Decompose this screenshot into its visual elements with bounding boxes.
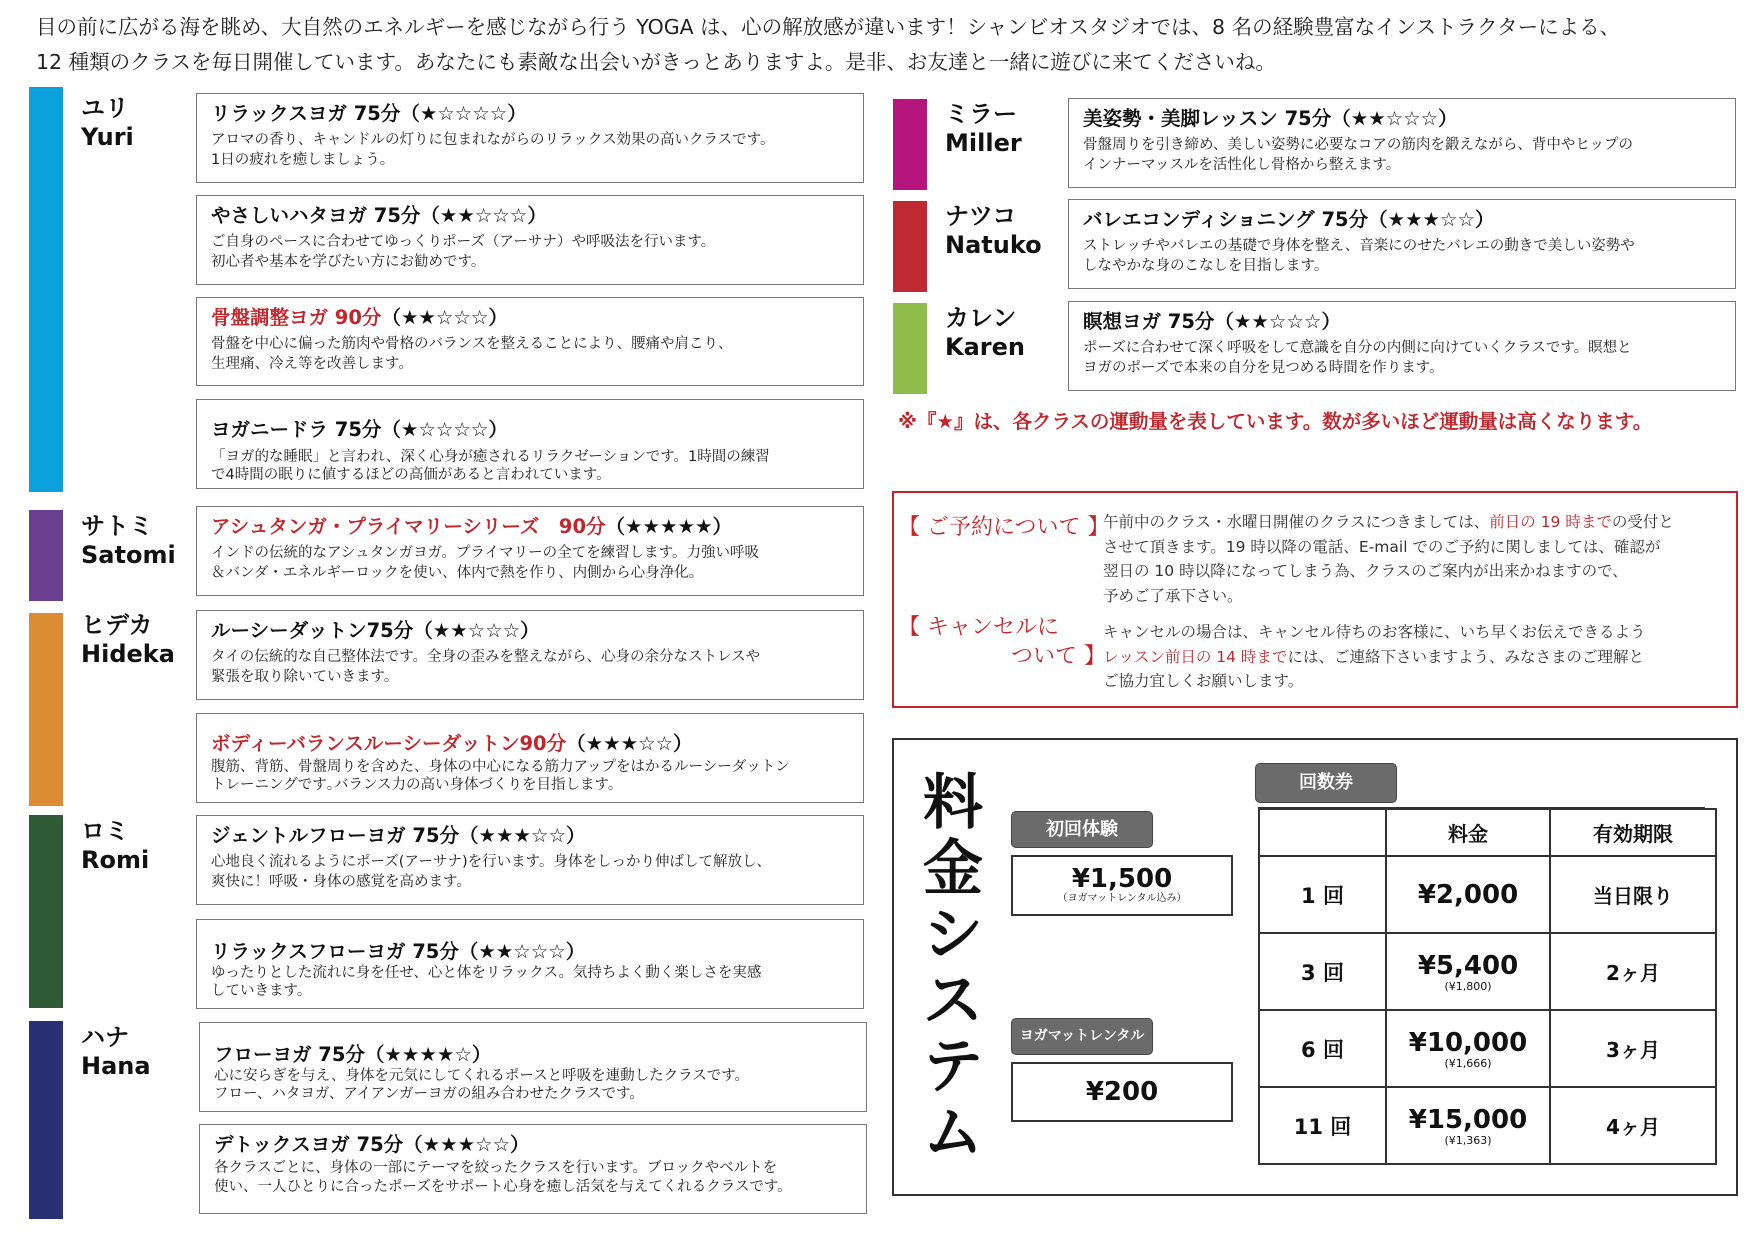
ticket-count: 6 回 [1259, 1010, 1386, 1087]
instructor-name-jp: ロミ [81, 817, 129, 845]
ticket-row [1259, 856, 1716, 933]
mat-rental-price-box [1011, 1062, 1233, 1122]
pricing-title-char: 金 [923, 834, 983, 904]
ticket-price-cell [1386, 1010, 1550, 1087]
ticket-price-cell [1386, 1087, 1550, 1164]
pricing-title-char: ム [923, 1098, 983, 1168]
price-per-lesson: (¥1,666) [1444, 1056, 1492, 1070]
ticket-price: ¥10,000 [1408, 1027, 1528, 1058]
class-title [211, 515, 849, 539]
class-card-body-balance [196, 713, 864, 803]
trial-label: 初回体験 [1011, 811, 1153, 848]
class-card-detox-yoga [199, 1124, 867, 1214]
star-note: ※『★』は、各クラスの運動量を表しています。数が多いほど運動量は高くなります。 [898, 410, 1653, 433]
reservation-label: 【 ご予約について 】 [898, 515, 1110, 540]
intro-line-1: 目の前に広がる海を眺め、大自然のエネルギーを感じながら行う YOGA は、心の解放感が違います！シャンビオスタジオでは、8 名の経験豊富なインストラクターによる、 [36, 15, 1621, 39]
class-title-stars: （★★☆☆☆） [381, 306, 508, 329]
ticket-count: 3 回 [1259, 933, 1386, 1010]
mat-rental-label: ヨガマットレンタル [1011, 1018, 1153, 1055]
reservation-line-4: 予めご了承下さい。 [1103, 586, 1243, 605]
class-desc: 「ヨガ的な睡眠」と言われ、深く心身が癒されるリラクゼーションです。1時間の練習 で4時間の眠りに値するほどの高価があると言われています。 [211, 449, 770, 483]
class-title-highlight: アシュタンガ・プライマリーシリーズ 90分 [211, 515, 606, 538]
class-desc: ご自身のペースに合わせてゆっくりポーズ（アーサナ）や呼吸法を行います。 初心者や基本を学びたい方にお勧めです。 [211, 234, 716, 270]
class-title: やさしいハタヨガ 75分（★★☆☆☆） [211, 204, 547, 227]
class-desc: ポーズに合わせて深く呼吸をして意識を自分の内側に向けていくクラスです。瞑想と ヨガのポーズで本来の自分を見つめる時間を作ります。 [1083, 340, 1632, 376]
ticket-price-cell [1386, 933, 1550, 1010]
instructor-name-jp: カレン [945, 304, 1017, 332]
class-desc: ストレッチやバレエの基礎で身体を整え、音楽にのせたバレエの動きで美しい姿勢や しなやかな身のこなしを目指します。 [1083, 238, 1635, 274]
class-title: デトックスヨガ 75分（★★★☆☆） [214, 1133, 530, 1156]
instructor-bar-yuri [29, 87, 63, 492]
cancel-line-3: ご協力宜しくお願いします。 [1103, 672, 1304, 690]
ticket-table [1258, 808, 1717, 1165]
instructor-name-jp: ユリ [81, 94, 129, 122]
ticket-validity: 3ヶ月 [1550, 1010, 1716, 1087]
cancel-deadline: レッスン前日の 14 時まで [1103, 647, 1288, 666]
reservation-line-3: 翌日の 10 時以降になってしまう為、クラスのご案内が出来かねますので、 [1103, 562, 1628, 580]
mat-rental-price: ¥200 [1085, 1077, 1159, 1107]
instructor-name-jp: ミラー [945, 100, 1017, 128]
instructor-name-en: Natuko [945, 231, 1042, 259]
class-card-posture [1068, 98, 1736, 188]
ticket-row [1259, 933, 1716, 1010]
class-desc: インドの伝統的なアシュタンガヨガ。プライマリーの全てを練習します。力強い呼吸 ＆バンダ・エネルギーロックを使い、体内で熱を作り、内側から心身浄化。 [211, 545, 759, 581]
class-title [211, 306, 849, 330]
ticket-table-header [1259, 809, 1716, 856]
ticket-row [1259, 1087, 1716, 1164]
reservation-line-1c: の受付と [1611, 513, 1674, 531]
cancel-line-2b: には、ご連絡下さいますよう、みなさまのご理解と [1287, 647, 1644, 666]
ticket-validity: 2ヶ月 [1550, 933, 1716, 1010]
class-card-gentle-flow [196, 815, 864, 905]
instructor-karen [945, 304, 1025, 362]
instructor-satomi [81, 512, 176, 570]
instructor-bar-romi [29, 815, 63, 1008]
pricing-title-char: テ [923, 1032, 983, 1102]
class-desc: 心地良く流れるようにポーズ(アーサナ)を行います。身体をしっかり伸ばして解放し、 爽快に！呼吸・身体の感覚を高めます。 [211, 854, 771, 890]
instructor-name-jp: ナツコ [945, 202, 1017, 230]
instructor-hideka [81, 611, 175, 669]
ticket-price: ¥2,000 [1417, 879, 1519, 910]
header-validity: 有効期限 [1550, 809, 1716, 856]
reservation-line-1 [1103, 510, 1674, 535]
class-title: フローヨガ 75分（★★★★☆） [214, 1043, 492, 1066]
instructor-bar-natuko [893, 201, 927, 292]
instructor-bar-hana [29, 1021, 63, 1219]
instructor-bar-miller [893, 99, 927, 190]
class-title: 瞑想ヨガ 75分（★★☆☆☆） [1083, 310, 1341, 333]
trial-price-box [1011, 855, 1233, 916]
instructor-name-jp: サトミ [81, 512, 153, 540]
class-title: バレエコンディショニング 75分（★★★☆☆） [1083, 208, 1495, 231]
class-title-stars: （★★★☆☆） [566, 732, 693, 755]
pricing-title [918, 770, 988, 1166]
price-per-lesson: (¥1,363) [1444, 1133, 1492, 1147]
instructor-name-jp: ヒデカ [81, 611, 153, 639]
trial-note: （ヨガマットレンタル込み） [1057, 893, 1187, 904]
cancel-label-line-2: ついて 】 [1011, 644, 1106, 669]
reservation-line-1a: 午前中のクラス・水曜日開催のクラスにつきましては、 [1103, 513, 1490, 531]
ticket-count: 1 回 [1259, 856, 1386, 933]
class-card-relax-flow [196, 919, 864, 1009]
trial-price: ¥1,500 [1071, 864, 1173, 894]
cancel-label [898, 613, 1106, 671]
ticket-validity: 4ヶ月 [1550, 1087, 1716, 1164]
ticket-row [1259, 1010, 1716, 1087]
cancel-line-2 [1103, 645, 1646, 670]
class-card-yoga-nidra [196, 399, 864, 489]
instructor-name-en: Miller [945, 129, 1022, 157]
cancel-line-1: キャンセルの場合は、キャンセル待ちのお客様に、いち早くお伝えできるよう [1103, 623, 1646, 641]
class-desc: 骨盤を中心に偏った筋肉や骨格のバランスを整えることにより、腰痛や肩こり、 生理痛、冷え等を改善します。 [211, 336, 733, 372]
class-title: リラックスフローヨガ 75分（★★☆☆☆） [211, 940, 586, 963]
class-desc: 腹筋、背筋、骨盤周りを含めた、身体の中心になる筋力アップをはかるルーシーダットン トレーニングです｡バランス力の高い身体づくりを目指します。 [211, 759, 790, 793]
class-title-highlight: ボディーバランスルーシーダットン90分 [211, 732, 567, 755]
pricing-title-char: シ [923, 900, 983, 970]
instructor-name-en: Hideka [81, 640, 175, 668]
class-desc: 各クラスごとに、身体の一部にテーマを絞ったクラスを行います。ブロックやベルトを 使い、一人ひとりに合ったポーズをサポート心身を癒し活気を与えてくれるクラスです。 [214, 1160, 792, 1195]
intro-text [36, 10, 1736, 80]
header-count [1259, 809, 1386, 856]
class-desc: アロマの香り、キャンドルの灯りに包まれながらのリラックス効果の高いクラスです。 1日の疲れを癒しましょう。 [211, 132, 775, 168]
class-card-hatha-yoga [196, 195, 864, 285]
header-price: 料金 [1386, 809, 1550, 856]
pricing-title-char: 料 [923, 768, 983, 838]
instructor-miller [945, 100, 1022, 158]
cancel-text [1103, 620, 1646, 694]
class-title [211, 732, 849, 756]
ticket-count: 11 回 [1259, 1087, 1386, 1164]
instructor-bar-satomi [29, 510, 63, 601]
class-card-pelvis-yoga [196, 297, 864, 386]
cancel-label-line-1: 【 キャンセルに [898, 615, 1059, 640]
pricing-title-char: ス [923, 966, 983, 1036]
instructor-name-en: Hana [81, 1052, 151, 1080]
reservation-line-2: させて頂きます。19 時以降の電話、E-mail でのご予約に関しましては、確認が [1103, 537, 1661, 556]
instructor-natuko [945, 202, 1042, 260]
class-card-ruesi-dotton [196, 610, 864, 700]
intro-line-2: 12 種類のクラスを毎日開催しています。あなたにも素敵な出会いがきっとありますよ。是非、お友達と一緒に遊びに来てくださいね。 [36, 50, 1276, 74]
reservation-deadline: 前日の 19 時まで [1489, 513, 1612, 531]
instructor-hana [81, 1023, 151, 1081]
class-card-ashtanga [196, 506, 864, 596]
instructor-name-en: Karen [945, 333, 1025, 361]
class-title-highlight: 骨盤調整ヨガ 90分 [211, 306, 382, 329]
ticket-price: ¥15,000 [1408, 1104, 1528, 1135]
ticket-price-cell [1386, 856, 1550, 933]
class-card-flow-yoga [199, 1022, 867, 1112]
class-title: 美姿勢・美脚レッスン 75分（★★☆☆☆） [1083, 107, 1458, 130]
instructor-yuri [81, 94, 134, 152]
class-card-relax-yoga [196, 93, 864, 183]
class-title-stars: （★★★★★） [605, 515, 732, 538]
class-title: ジェントルフローヨガ 75分（★★★☆☆） [211, 824, 586, 847]
instructor-name-en: Romi [81, 846, 150, 874]
price-per-lesson: (¥1,800) [1444, 979, 1492, 993]
ticket-validity: 当日限り [1550, 856, 1716, 933]
instructor-name-en: Satomi [81, 541, 176, 569]
reservation-text [1103, 510, 1674, 608]
class-card-ballet [1068, 199, 1736, 289]
instructor-romi [81, 817, 149, 875]
class-title: リラックスヨガ 75分（★☆☆☆☆） [211, 102, 527, 125]
class-card-meditation [1068, 301, 1736, 391]
class-title: ヨガニードラ 75分（★☆☆☆☆） [211, 418, 508, 441]
class-desc: タイの伝統的な自己整体法です。全身の歪みを整えながら、心身の余分なストレスや 緊張を取り除いていきます。 [211, 649, 761, 685]
class-desc: 心に安らぎを与え、身体を元気にしてくれるポースと呼吸を連動したクラスです。 フロー、ハタヨガ、アイアンガーヨガの組み合わせたクラスです。 [214, 1068, 750, 1102]
ticket-label: 回数券 [1255, 763, 1397, 803]
class-desc: 骨盤周りを引き締め、美しい姿勢に必要なコアの筋肉を鍛えながら、背中やヒップの インナーマッスルを活性化し骨格から整えます。 [1083, 137, 1633, 173]
ticket-price: ¥5,400 [1417, 950, 1519, 981]
instructor-bar-karen [893, 303, 927, 394]
instructor-name-jp: ハナ [81, 1023, 129, 1051]
class-desc: ゆったりとした流れに身を任せ、心と体をリラックス。気持ちよく動く楽しさを実感 していきます。 [211, 965, 762, 999]
instructor-bar-hideka [29, 613, 63, 806]
class-title: ルーシーダットン75分（★★☆☆☆） [211, 619, 540, 642]
instructor-name-en: Yuri [81, 123, 134, 151]
